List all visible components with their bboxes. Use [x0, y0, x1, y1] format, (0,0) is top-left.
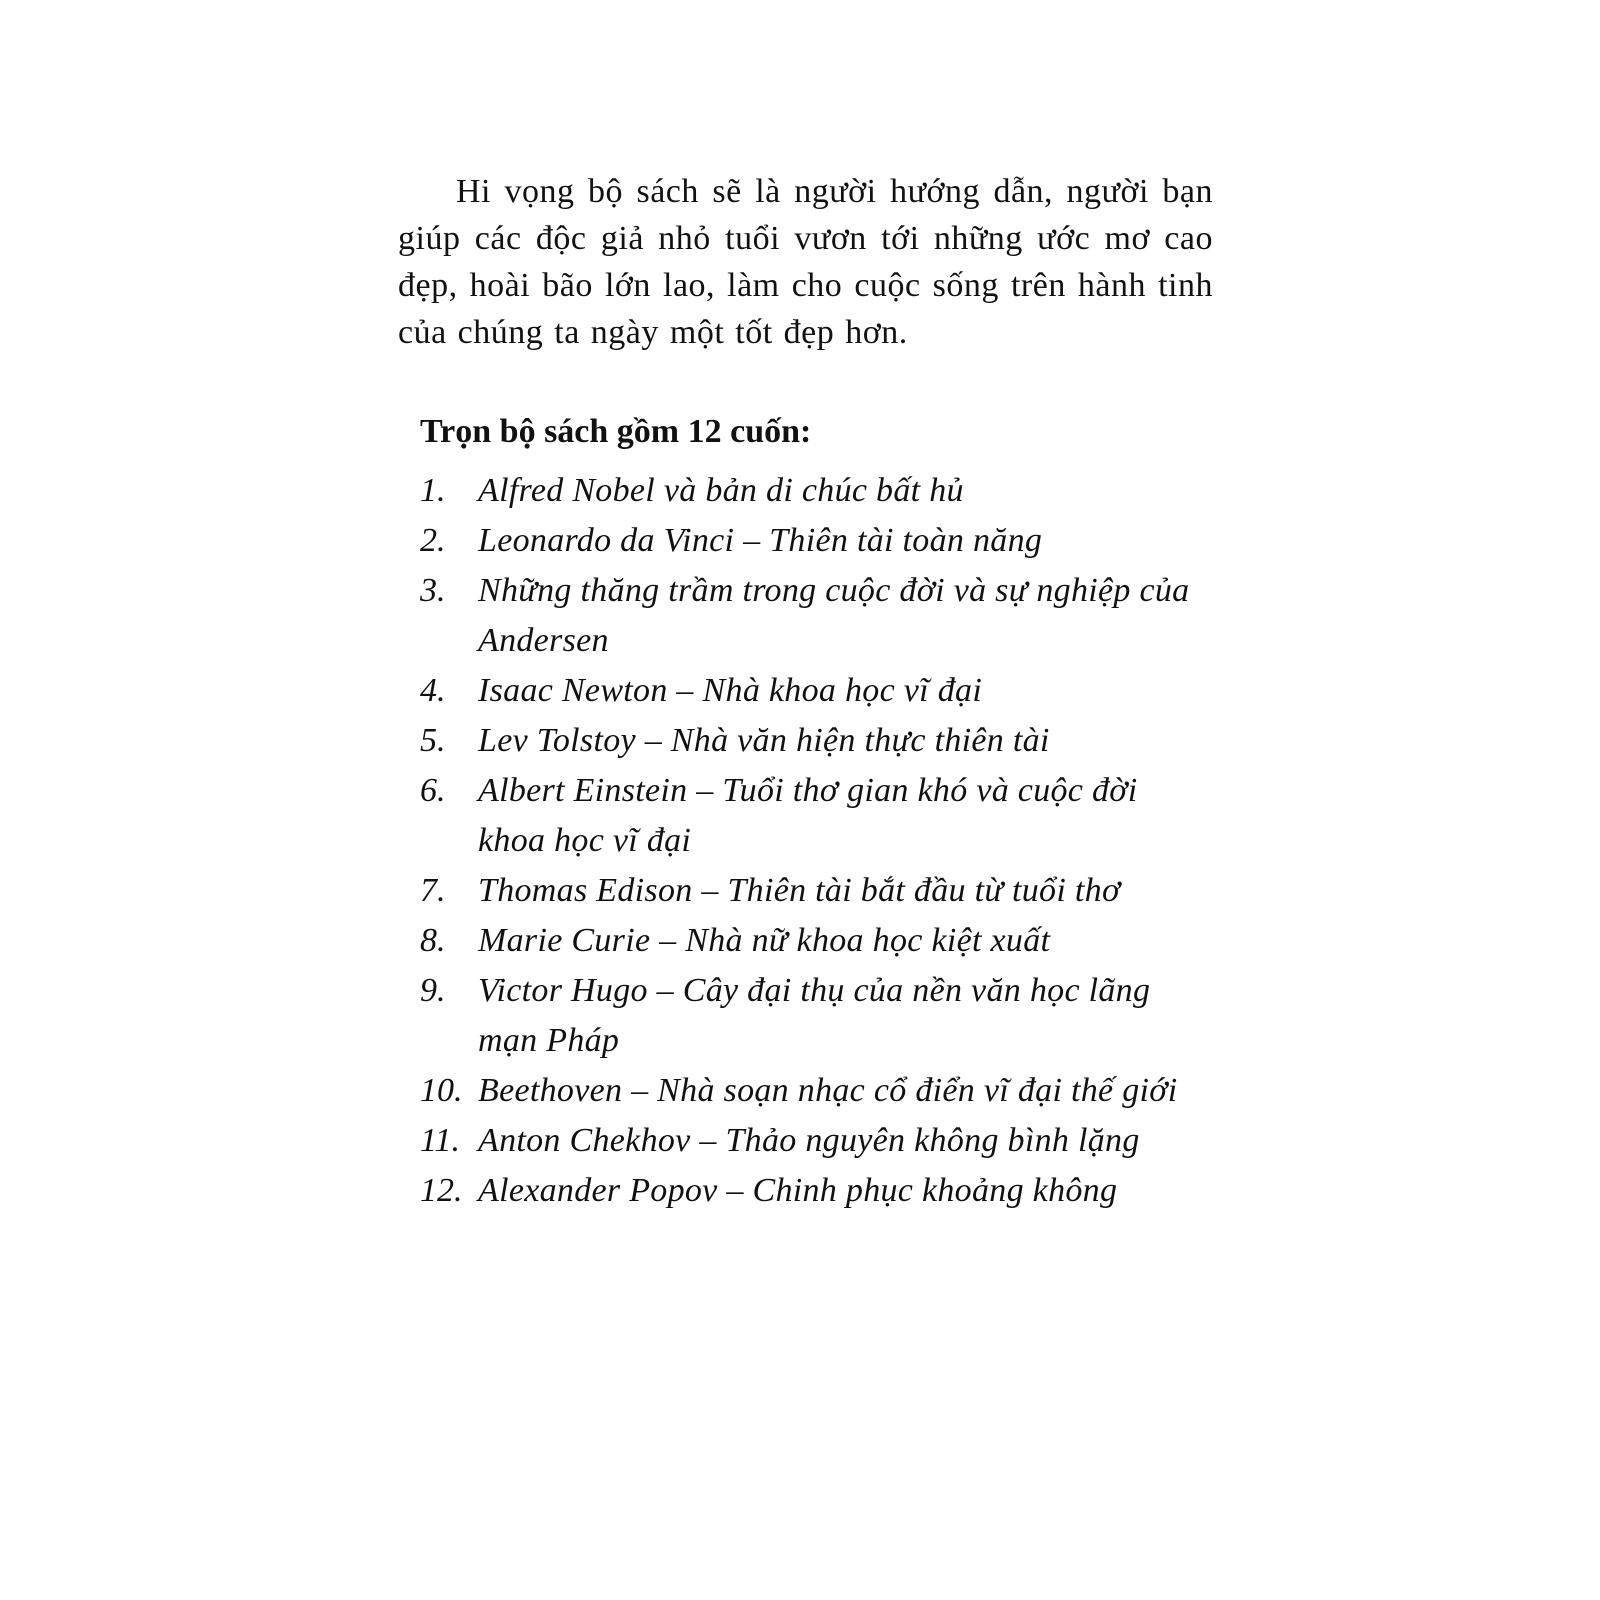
book-number: 12. [420, 1172, 463, 1209]
book-list-item [420, 1116, 1213, 1166]
book-number: 6. [420, 772, 446, 809]
book-title: Victor Hugo – Cây đại thụ của nền văn học lãng mạn Pháp [478, 972, 1151, 1059]
book-number: 3. [420, 572, 446, 609]
book-list-item [420, 1166, 1213, 1216]
book-title: Albert Einstein – Tuổi thơ gian khó và cuộc đời khoa học vĩ đại [478, 772, 1138, 859]
book-number: 1. [420, 472, 446, 509]
book-number: 8. [420, 922, 446, 959]
book-list-item [420, 916, 1213, 966]
book-list-heading: Trọn bộ sách gồm 12 cuốn: [420, 413, 812, 450]
book-list-item [420, 566, 1213, 666]
book-list-item [420, 1066, 1213, 1116]
book-number: 2. [420, 522, 446, 559]
book-number: 10. [420, 1072, 463, 1109]
book-number: 4. [420, 672, 446, 709]
book-title: Anton Chekhov – Thảo nguyên không bình lặng [478, 1122, 1140, 1159]
book-number: 5. [420, 722, 446, 759]
book-title: Lev Tolstoy – Nhà văn hiện thực thiên tài [478, 722, 1050, 759]
book-list-item [420, 866, 1213, 916]
book-list-item [420, 716, 1213, 766]
book-title: Beethoven – Nhà soạn nhạc cổ điển vĩ đại thế giới [478, 1072, 1178, 1109]
book-number: 11. [420, 1122, 460, 1159]
book-title: Alfred Nobel và bản di chúc bất hủ [478, 472, 964, 509]
intro-paragraph: Hi vọng bộ sách sẽ là người hướng dẫn, người bạn giúp các độc giả nhỏ tuổi vươn tới những ước mơ cao đẹp, hoài bão lớn lao, làm cho cuộc sống trên hành tinh của chúng ta ngày một tốt đẹp hơn. [398, 173, 1213, 351]
book-list-item [420, 766, 1213, 866]
book-title: Những thăng trầm trong cuộc đời và sự nghiệp của Andersen [478, 572, 1190, 659]
book-title: Marie Curie – Nhà nữ khoa học kiệt xuất [478, 922, 1051, 959]
book-number: 9. [420, 972, 446, 1009]
book-title: Thomas Edison – Thiên tài bắt đầu từ tuổi thơ [478, 872, 1121, 909]
book-number: 7. [420, 872, 446, 909]
book-page [398, 168, 1213, 1216]
book-list-item [420, 516, 1213, 566]
book-list [420, 466, 1213, 1216]
book-title: Alexander Popov – Chinh phục khoảng không [478, 1172, 1118, 1209]
book-list-item [420, 966, 1213, 1066]
book-title: Isaac Newton – Nhà khoa học vĩ đại [478, 672, 983, 709]
book-list-item [420, 466, 1213, 516]
book-list-item [420, 666, 1213, 716]
book-title: Leonardo da Vinci – Thiên tài toàn năng [478, 522, 1043, 559]
